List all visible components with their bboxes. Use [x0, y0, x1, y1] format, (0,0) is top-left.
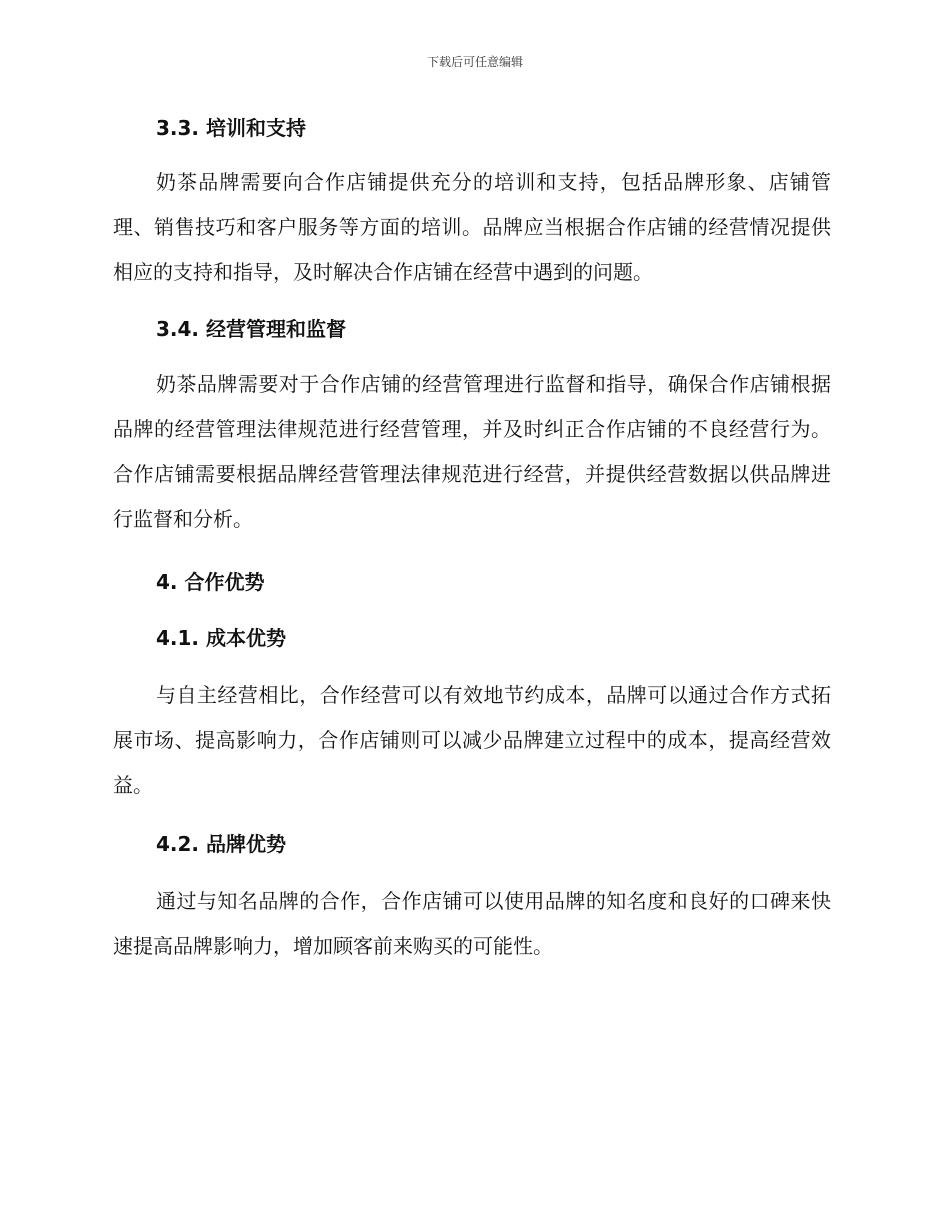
section-paragraph-3-3: 奶茶品牌需要向合作店铺提供充分的培训和支持，包括品牌形象、店铺管理、销售技巧和客户服务等方面的培训。品牌应当根据合作店铺的经营情况提供相应的支持和指导，及时解决合作店铺在经营中遇到的问题。 [113, 170, 831, 284]
section-heading-4-1: 4.1. 成本优势 [156, 626, 286, 650]
section-heading-4-2: 4.2. 品牌优势 [156, 832, 286, 856]
section-heading-3-3: 3.3. 培训和支持 [156, 116, 306, 140]
document-body [113, 108, 831, 969]
page-header: 下载后可任意编辑 [426, 55, 523, 69]
section-heading-4: 4. 合作优势 [156, 570, 265, 594]
section-paragraph-4-1: 与自主经营相比，合作经营可以有效地节约成本，品牌可以通过合作方式拓展市场、提高影响力，合作店铺则可以减少品牌建立过程中的成本，提高经营效益。 [113, 683, 831, 797]
section-paragraph-3-4: 奶茶品牌需要对于合作店铺的经营管理进行监督和指导，确保合作店铺根据品牌的经营管理法律规范进行经营管理，并及时纠正合作店铺的不良经营行为。合作店铺需要根据品牌经营管理法律规范进行经营，并提供经营数据以供品牌进行监督和分析。 [113, 372, 831, 531]
section-paragraph-4-2: 通过与知名品牌的合作，合作店铺可以使用品牌的知名度和良好的口碑来快速提高品牌影响力，增加顾客前来购买的可能性。 [113, 889, 831, 958]
section-heading-3-4: 3.4. 经营管理和监督 [156, 317, 346, 341]
